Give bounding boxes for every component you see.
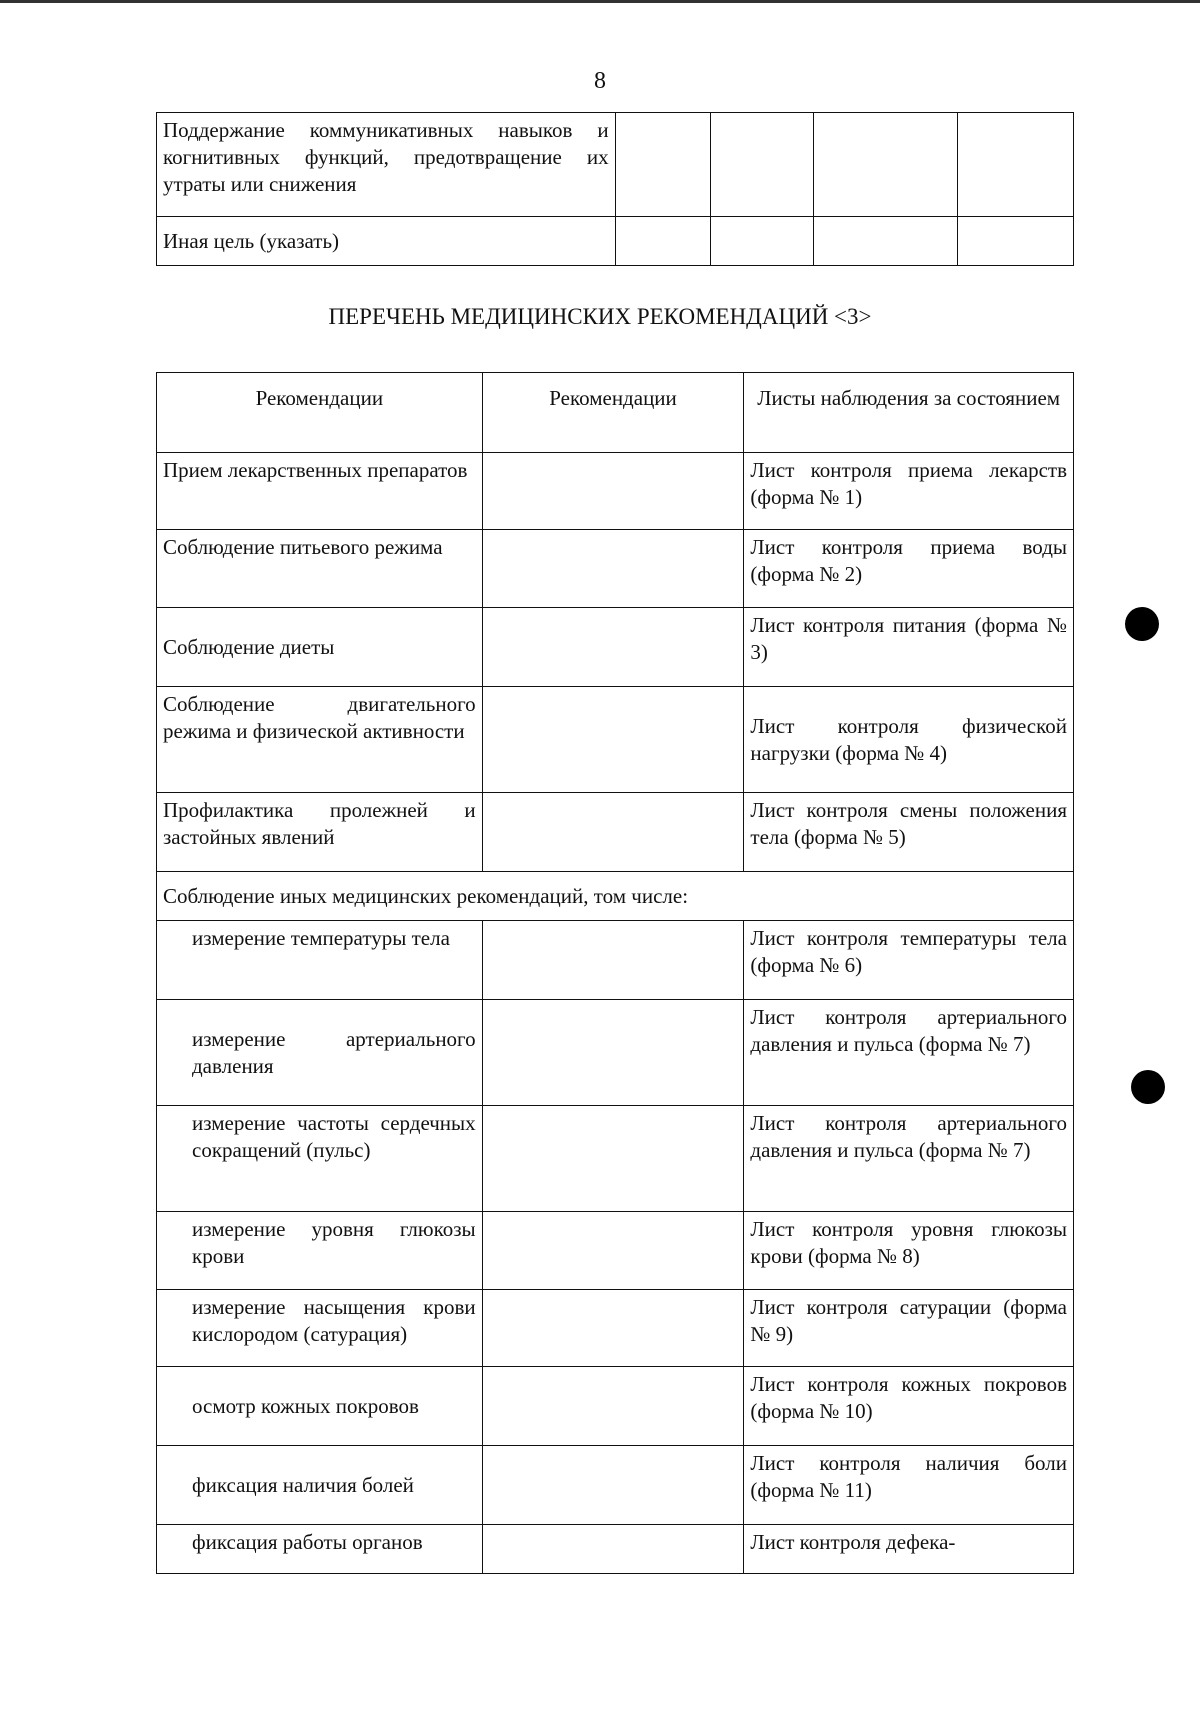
recommendation-name: осмотр кожных покровов — [157, 1367, 483, 1446]
table-row — [157, 687, 1074, 793]
recommendation-name: Соблюдение питьевого режима — [157, 530, 483, 608]
page-number: 8 — [594, 68, 606, 94]
observation-sheet: Лист контроля смены положения тела (форма № 5) — [744, 793, 1074, 872]
binder-hole-mark — [1131, 1070, 1165, 1104]
scan-edge-line — [0, 0, 1200, 3]
table-row — [157, 1106, 1074, 1212]
table-row — [157, 1525, 1074, 1574]
recommendation-value[interactable] — [482, 608, 744, 687]
column-header: Листы наблюдения за состоянием — [744, 373, 1074, 453]
binder-hole-mark — [1125, 607, 1159, 641]
table-row — [157, 1446, 1074, 1525]
recommendation-value[interactable] — [482, 921, 744, 1000]
recommendation-value[interactable] — [482, 1106, 744, 1212]
goal-cell-empty[interactable] — [814, 113, 958, 217]
goal-label: Поддержание коммуникативных навыков и когнитивных функций, предотвращение их утраты или снижения — [157, 113, 616, 217]
observation-sheet: Лист контроля физической нагрузки (форма № 4) — [744, 687, 1074, 793]
table-header-row — [157, 373, 1074, 453]
goal-cell-empty[interactable] — [615, 113, 711, 217]
recommendation-value[interactable] — [482, 793, 744, 872]
table-row — [157, 453, 1074, 530]
goal-label: Иная цель (указать) — [157, 217, 616, 266]
recommendation-name: измерение частоты сердечных сокращений (пульс) — [157, 1106, 483, 1212]
table-row — [157, 530, 1074, 608]
observation-sheet: Лист контроля кожных покровов (форма № 10) — [744, 1367, 1074, 1446]
recommendation-name: Прием лекарственных препаратов — [157, 453, 483, 530]
observation-sheet: Лист контроля питания (форма № 3) — [744, 608, 1074, 687]
observation-sheet: Лист контроля артериального давления и пульса (форма № 7) — [744, 1000, 1074, 1106]
recommendation-value[interactable] — [482, 1000, 744, 1106]
recommendation-value[interactable] — [482, 1446, 744, 1525]
recommendation-name: измерение уровня глюкозы крови — [157, 1212, 483, 1290]
recommendation-name: Соблюдение диеты — [157, 608, 483, 687]
observation-sheet: Лист контроля сатурации (форма № 9) — [744, 1290, 1074, 1367]
recommendation-name: Профилактика пролежней и застойных явлений — [157, 793, 483, 872]
table-row — [157, 217, 1074, 266]
observation-sheet: Лист контроля приема лекарств (форма № 1) — [744, 453, 1074, 530]
recommendation-value[interactable] — [482, 453, 744, 530]
goal-cell-empty[interactable] — [814, 217, 958, 266]
table-row — [157, 1290, 1074, 1367]
column-header: Рекомендации — [157, 373, 483, 453]
goal-cell-empty[interactable] — [958, 217, 1074, 266]
recommendation-value[interactable] — [482, 1367, 744, 1446]
other-recommendations-heading: Соблюдение иных медицинских рекомендаций, том числе: — [157, 872, 1074, 921]
table-row — [157, 921, 1074, 1000]
goal-cell-empty[interactable] — [711, 217, 814, 266]
goal-cell-empty[interactable] — [958, 113, 1074, 217]
observation-sheet: Лист контроля приема воды (форма № 2) — [744, 530, 1074, 608]
recommendations-table — [156, 372, 1074, 1574]
observation-sheet: Лист контроля артериального давления и пульса (форма № 7) — [744, 1106, 1074, 1212]
recommendation-value[interactable] — [482, 1212, 744, 1290]
recommendation-value[interactable] — [482, 687, 744, 793]
section-heading: ПЕРЕЧЕНЬ МЕДИЦИНСКИХ РЕКОМЕНДАЦИЙ <3> — [328, 304, 872, 329]
recommendation-value[interactable] — [482, 530, 744, 608]
goal-cell-empty[interactable] — [615, 217, 711, 266]
recommendation-name: измерение температуры тела — [157, 921, 483, 1000]
observation-sheet: Лист контроля уровня глюкозы крови (форма № 8) — [744, 1212, 1074, 1290]
observation-sheet: Лист контроля наличия боли (форма № 11) — [744, 1446, 1074, 1525]
recommendation-value[interactable] — [482, 1290, 744, 1367]
table-row — [157, 1000, 1074, 1106]
recommendation-name: Соблюдение двигательного режима и физической активности — [157, 687, 483, 793]
goals-table — [156, 112, 1074, 266]
recommendation-name: фиксация работы органов — [157, 1525, 483, 1574]
table-row — [157, 608, 1074, 687]
table-row — [157, 113, 1074, 217]
observation-sheet: Лист контроля дефека- — [744, 1525, 1074, 1574]
table-row — [157, 1212, 1074, 1290]
table-row — [157, 872, 1074, 921]
goal-cell-empty[interactable] — [711, 113, 814, 217]
recommendation-value[interactable] — [482, 1525, 744, 1574]
table-row — [157, 1367, 1074, 1446]
recommendation-name: фиксация наличия болей — [157, 1446, 483, 1525]
recommendation-name: измерение насыщения крови кислородом (сатурация) — [157, 1290, 483, 1367]
observation-sheet: Лист контроля температуры тела (форма № 6) — [744, 921, 1074, 1000]
column-header: Рекомендации — [482, 373, 744, 453]
recommendation-name: измерение артериального давления — [157, 1000, 483, 1106]
table-row — [157, 793, 1074, 872]
